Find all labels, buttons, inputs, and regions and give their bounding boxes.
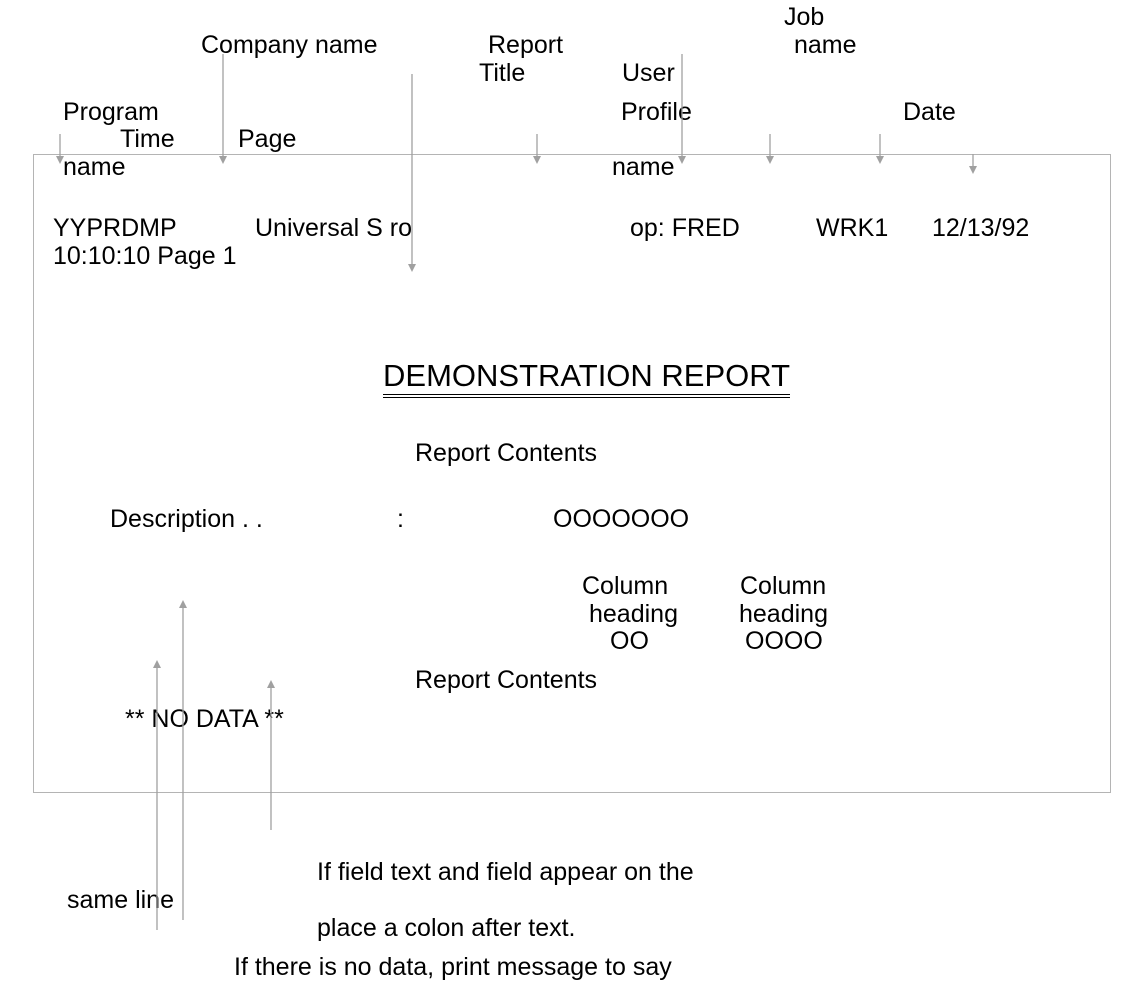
arrowhead-down-6 xyxy=(766,156,774,164)
contents-heading-2: Report Contents xyxy=(415,666,598,694)
report-title-label-2: Title xyxy=(479,59,526,87)
report-title: DEMONSTRATION REPORT xyxy=(383,358,790,398)
program-name-label-1: Program xyxy=(63,98,159,126)
report-date: 12/13/92 xyxy=(932,214,1030,242)
colon-rule-line-2: place a colon after text. xyxy=(317,914,576,942)
description-colon: : xyxy=(397,505,404,533)
column-1-line-3: OO xyxy=(610,627,649,655)
report-program: YYPRDMP xyxy=(53,214,177,242)
description-value: OOOOOOO xyxy=(553,505,690,533)
contents-heading-1: Report Contents xyxy=(415,439,598,467)
colon-rule-line-1: If field text and field appear on the xyxy=(317,858,694,886)
arrowhead-up-3 xyxy=(267,680,275,688)
page-label: Page xyxy=(238,125,297,153)
user-profile-label-2: Profile xyxy=(621,98,692,126)
no-data-message: ** NO DATA ** xyxy=(125,705,284,733)
user-profile-label-3: name xyxy=(612,153,675,181)
job-name-label-1: Job xyxy=(784,3,825,31)
program-name-label-2: name xyxy=(63,153,126,181)
arrowhead-down-7 xyxy=(876,156,884,164)
report-operator: op: FRED xyxy=(630,214,740,242)
column-2-line-2: heading xyxy=(739,600,828,628)
column-2-line-1: Column xyxy=(740,572,827,600)
same-line-note: same line xyxy=(67,886,174,914)
job-name-label-2: name xyxy=(794,31,857,59)
column-2-line-3: OOOO xyxy=(745,627,823,655)
description-label: Description . . xyxy=(110,505,263,533)
arrowhead-up-2 xyxy=(179,600,187,608)
column-1-line-2: heading xyxy=(589,600,678,628)
no-data-rule: If there is no data, print message to say xyxy=(234,953,672,981)
arrowhead-down-3 xyxy=(408,264,416,272)
user-profile-label-1: User xyxy=(622,59,675,87)
company-name-label: Company name xyxy=(201,31,378,59)
report-title-label-1: Report xyxy=(488,31,564,59)
arrowhead-down-8 xyxy=(969,166,977,174)
arrowhead-down-2 xyxy=(219,156,227,164)
arrowhead-down-1 xyxy=(56,156,64,164)
report-company: Universal S ro xyxy=(255,214,412,242)
arrowhead-down-4 xyxy=(533,156,541,164)
report-job: WRK1 xyxy=(816,214,889,242)
arrowhead-up-1 xyxy=(153,660,161,668)
date-label: Date xyxy=(903,98,956,126)
report-time-page: 10:10:10 Page 1 xyxy=(53,242,237,270)
arrowhead-down-5 xyxy=(678,156,686,164)
time-label: Time xyxy=(120,125,175,153)
column-1-line-1: Column xyxy=(582,572,669,600)
